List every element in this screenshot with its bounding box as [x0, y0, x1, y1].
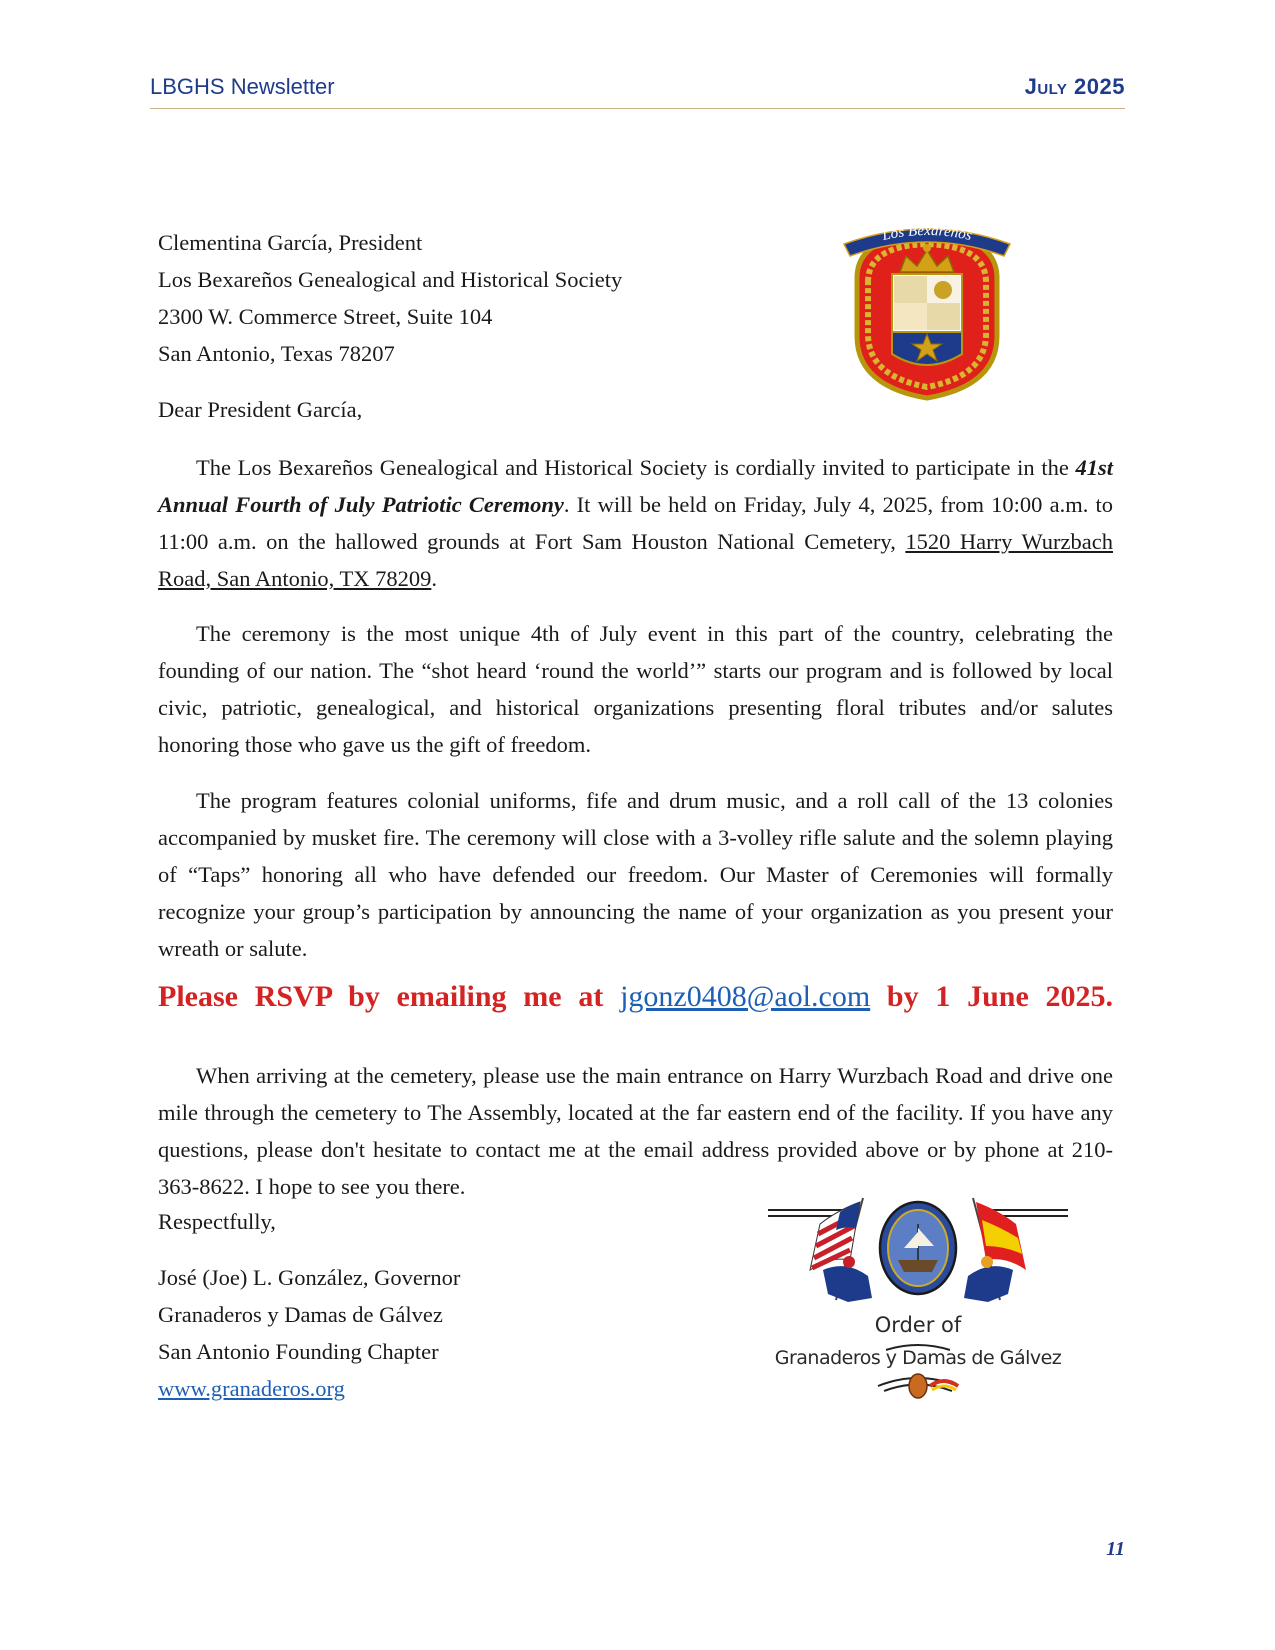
emblem-title-line2: Granaderos y Damas de Gálvez — [774, 1347, 1062, 1369]
rsvp-text-start: Please RSVP by emailing me at — [158, 980, 604, 1013]
signer-name: José (Joe) L. González, Governor — [158, 1265, 461, 1290]
signature-block — [158, 1259, 460, 1407]
crest-banner-text: Los Bexareños — [880, 222, 974, 245]
newsletter-header — [150, 74, 1125, 109]
paragraph-invitation — [158, 449, 1113, 597]
cemetery-address-link[interactable]: 1520 Harry Wurzbach Road, San Antonio, TX 78209 — [158, 529, 1113, 591]
emblem-title-line1: Order of — [874, 1313, 962, 1337]
address-block — [158, 224, 622, 372]
invitation-text-start: The Los Bexareños Genealogical and Historical Society is cordially invited to participate in the — [196, 455, 1076, 480]
granaderos-emblem-icon — [768, 1190, 1068, 1405]
paragraph-program: The program features colonial uniforms, fife and drum music, and a roll call of the 13 colonies accompanied by musket fire. The ceremony will close with a 3-volley rifle salute and the solemn playing of “Taps” honoring all who have defended our freedom. Our Master of Ceremonies will formally recognize your group’s participation by announcing the name of your organization as you present your wreath or salute. — [158, 788, 1113, 961]
address-line-city: San Antonio, Texas 78207 — [158, 341, 395, 366]
invitation-text-middle: . It will be held on Friday, July 4, 2025, from 10:00 a.m. to 11:00 a.m. on the hallowed grounds at Fort Sam Houston National Cemetery, — [158, 492, 1113, 554]
signer-organization: Granaderos y Damas de Gálvez — [158, 1302, 443, 1327]
website-link[interactable]: www.granaderos.org — [158, 1376, 345, 1401]
paragraph-directions: When arriving at the cemetery, please use the main entrance on Harry Wurzbach Road and drive one mile through the cemetery to The Assembly, located at the far eastern end of the facility. If you have any questions, please don't hesitate to contact me at the email address provided above or by phone at 210-363-8622. I hope to see you there. — [158, 1063, 1113, 1199]
invitation-text-end: . — [431, 566, 437, 591]
rsvp-line — [158, 980, 1113, 1014]
salutation: Dear President García, — [158, 397, 363, 422]
issue-date: July 2025 — [1024, 74, 1125, 99]
paragraph-ceremony: The ceremony is the most unique 4th of July event in this part of the country, celebrating the founding of our nation. The “shot heard ‘round the world’” starts our program and is followed by local civic, patriotic, genealogical, and historical organizations presenting floral tributes and/or salutes honoring those who gave us the gift of freedom. — [158, 621, 1113, 757]
closing: Respectfully, — [158, 1209, 276, 1234]
los-bexarenos-crest-icon — [842, 216, 1012, 406]
address-line-organization: Los Bexareños Genealogical and Historical Society — [158, 267, 623, 292]
page-number: 11 — [1106, 1538, 1125, 1560]
rsvp-deadline: by 1 June 2025. — [886, 980, 1114, 1013]
rsvp-email-link[interactable]: jgonz0408@aol.com — [620, 980, 871, 1013]
newsletter-title: LBGHS Newsletter — [150, 74, 335, 99]
address-line-street: 2300 W. Commerce Street, Suite 104 — [158, 304, 493, 329]
event-name: 41st Annual Fourth of July Patriotic Ceremony — [158, 455, 1113, 517]
signer-chapter: San Antonio Founding Chapter — [158, 1339, 439, 1364]
address-line-recipient: Clementina García, President — [158, 230, 423, 255]
